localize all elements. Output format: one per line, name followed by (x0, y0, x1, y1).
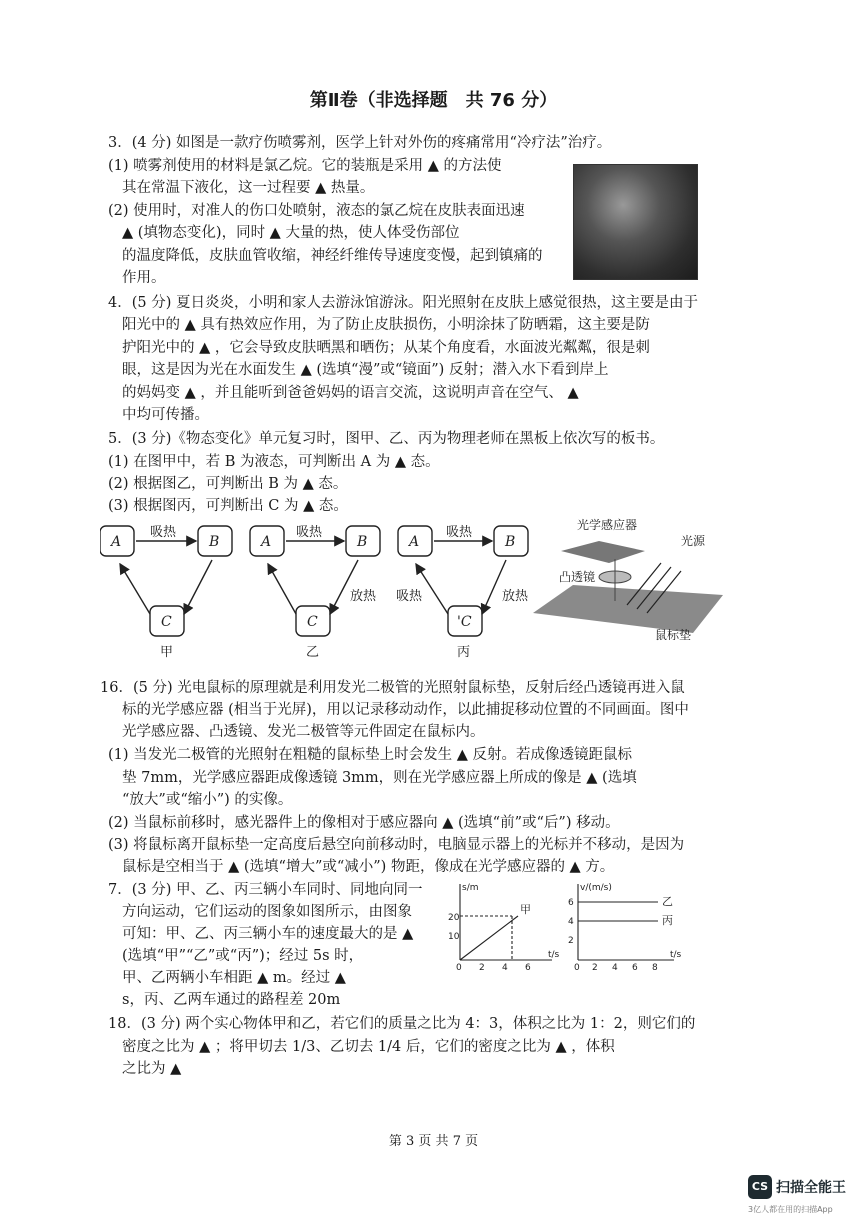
q16-part2: (2) 当鼠标前移时，感光器件上的像相对于感应器向 ▲ (选填“前”或“后”) 移动。 (108, 815, 620, 831)
vt-ytick-4: 4 (568, 917, 574, 927)
node-c-yi: C (307, 614, 318, 630)
vt-xtick-4: 4 (612, 963, 618, 970)
node-b-jia: B (209, 534, 220, 550)
graph-v-t (566, 880, 686, 970)
caption-bing: 丙 (457, 645, 471, 660)
label-absorb-bing-2: 吸热 (396, 589, 423, 604)
scanner-tagline: 3亿人都在用的扫描App (748, 1205, 833, 1214)
st-xtick-0: 0 (456, 963, 462, 970)
page-title: 第Ⅱ卷（非选择题 共 76 分） (309, 90, 558, 111)
q5-part3: (3) 根据图丙，可判断出 C 为 ▲ 态。 (108, 498, 348, 514)
q4-line5: 的妈妈变 ▲ ，并且能听到爸爸妈妈的语言交流，这说明声音在空气、 ▲ (122, 385, 579, 401)
node-a-yi: A (261, 534, 272, 550)
st-ytick-10: 10 (448, 932, 460, 942)
label-light-source: 光源 (681, 534, 706, 548)
q4-line6: 中均可传播。 (122, 407, 209, 423)
q16-part3-line2: 鼠标是空相当于 ▲ (选填“增大”或“减小”) 物距，像成在光学感应器的 ▲ 方。 (122, 859, 615, 875)
q16-line1: 16．(5 分) 光电鼠标的原理就是利用发光二极管的光照射鼠标垫，反射后经凸透镜再进入鼠 (100, 680, 685, 696)
caption-yi: 乙 (306, 645, 320, 660)
vt-xtick-0: 0 (574, 963, 580, 970)
q16-part1-line1: (1) 当发光二极管的光照射在粗糙的鼠标垫上时会发生 ▲ 反射。若成像透镜距鼠标 (108, 747, 633, 763)
st-ylabel: s/m (462, 883, 479, 893)
vt-xtick-8: 8 (652, 963, 658, 970)
label-mouse-pad: 鼠标垫 (655, 628, 692, 642)
label-absorb-yi: 吸热 (296, 525, 323, 540)
q4-line1: 4．(5 分) 夏日炎炎，小明和家人去游泳馆游泳。阳光照射在皮肤上感觉很热，这主要是由于 (108, 295, 698, 311)
q3-part2-line3: 的温度降低，皮肤血管收缩，神经纤维传导速度变慢，起到镇痛的 (122, 248, 543, 264)
st-xtick-2: 2 (479, 963, 485, 970)
label-release-bing: 放热 (502, 589, 529, 604)
st-line-label: 甲 (520, 903, 531, 916)
q3-part2-line2: ▲ (填物态变化)，同时 ▲ 大量的热，使人体受伤部位 (122, 225, 460, 241)
caption-jia: 甲 (160, 645, 174, 660)
node-c-bing: 'C (457, 614, 472, 630)
q3-part1-line1: (1) 喷雾剂使用的材料是氯乙烷。它的装瓶是采用 ▲ 的方法使 (108, 158, 502, 174)
vt-ytick-6: 6 (568, 898, 574, 908)
q5-part1: (1) 在图甲中，若 B 为液态，可判断出 A 为 ▲ 态。 (108, 454, 440, 470)
q17-line1: 7．(3 分) 甲、乙、丙三辆小车同时、同地向同一 (108, 882, 423, 898)
label-absorb-jia: 吸热 (150, 525, 177, 540)
q16-part3-line1: (3) 将鼠标离开鼠标垫一定高度后悬空向前移动时，电脑显示器上的光标并不移动，是因为 (108, 837, 685, 853)
node-b-yi: B (357, 534, 368, 550)
q16-line2: 标的光学感应器 (相当于光屏)，用以记录移动动作，以此捕捉移动位置的不同画面。图中 (122, 702, 689, 718)
q5-part2: (2) 根据图乙，可判断出 B 为 ▲ 态。 (108, 476, 348, 492)
scanner-watermark (748, 1175, 858, 1220)
q5-stem: 5．(3 分)《物态变化》单元复习时，图甲、乙、丙为物理老师在黑板上依次写的板书。 (108, 431, 665, 447)
q17-line2: 方向运动，它们运动的图象如图所示，由图象 (122, 904, 412, 920)
node-a-jia: A (111, 534, 122, 550)
q3-part1-line2: 其在常温下液化，这一过程要 ▲ 热量。 (122, 180, 375, 196)
label-lens: 凸透镜 (559, 570, 596, 584)
st-ytick-20: 20 (448, 913, 460, 923)
scanner-logo-icon: CS (748, 1175, 772, 1199)
optical-mouse-figure (533, 515, 723, 645)
page-number: 第 3 页 共 7 页 (388, 1134, 479, 1149)
q17-line3: 可知：甲、乙、丙三辆小车的速度最大的是 ▲ (122, 926, 414, 942)
node-a-bing: A (409, 534, 420, 550)
label-release-yi: 放热 (350, 589, 377, 604)
vt-series-bing: 丙 (662, 914, 673, 927)
vt-xtick-6: 6 (632, 963, 638, 970)
q18-line1: 18．(3 分) 两个实心物体甲和乙，若它们的质量之比为 4：3，体积之比为 1：2，则它们的 (108, 1016, 696, 1032)
graph-s-t (448, 880, 560, 970)
label-absorb-bing: 吸热 (446, 525, 473, 540)
q18-line2: 密度之比为 ▲ ；将甲切去 1/3、乙切去 1/4 后，它们的密度之比为 ▲ ，体积 (122, 1039, 615, 1055)
q3-stem: 3．(4 分) 如图是一款疗伤喷雾剂，医学上针对外伤的疼痛常用“冷疗法”治疗。 (108, 135, 612, 151)
scanner-name: 扫描全能王 (776, 1180, 846, 1196)
q16-part1-line3: “放大”或“缩小”) 的实像。 (122, 792, 293, 808)
vt-ylabel: v/(m/s) (580, 883, 612, 893)
q16-line3: 光学感应器、凸透镜、发光二极管等元件固定在鼠标内。 (122, 724, 485, 740)
q4-line2: 阳光中的 ▲ 具有热效应作用，为了防止皮肤损伤，小明涂抹了防晒霜，这主要是防 (122, 317, 650, 333)
node-c-jia: C (161, 614, 172, 630)
state-change-diagrams (100, 520, 540, 660)
q17-line5: 甲、乙两辆小车相距 ▲ m。经过 ▲ (122, 970, 346, 986)
st-xtick-4: 4 (502, 963, 508, 970)
vt-xlabel: t/s (670, 950, 682, 960)
q3-part2-line1: (2) 使用时，对准人的伤口处喷射，液态的氯乙烷在皮肤表面迅速 (108, 203, 525, 219)
spray-photo (573, 164, 698, 280)
vt-series-yi: 乙 (662, 895, 673, 908)
q3-part2-line4: 作用。 (122, 270, 166, 286)
node-b-bing: B (505, 534, 516, 550)
q17-line4: (选填“甲”“乙”或“丙”)；经过 5s 时， (122, 948, 364, 964)
q17-line6: s，丙、乙两车通过的路程差 20m (122, 992, 341, 1008)
q4-line4: 眼，这是因为光在水面发生 ▲ (选填“漫”或“镜面”) 反射；潜入水下看到岸上 (122, 362, 609, 378)
q16-part1-line2: 垫 7mm，光学感应器距成像透镜 3mm，则在光学感应器上所成的像是 ▲ (选填 (122, 770, 637, 786)
vt-xtick-2: 2 (592, 963, 598, 970)
q18-line3: 之比为 ▲ (122, 1061, 182, 1077)
st-xtick-6: 6 (525, 963, 531, 970)
st-xlabel: t/s (548, 950, 560, 960)
label-sensor: 光学感应器 (577, 518, 638, 532)
q4-line3: 护阳光中的 ▲ ，它会导致皮肤晒黑和晒伤；从某个角度看，水面波光粼粼，很是刺 (122, 340, 650, 356)
vt-ytick-2: 2 (568, 936, 574, 946)
